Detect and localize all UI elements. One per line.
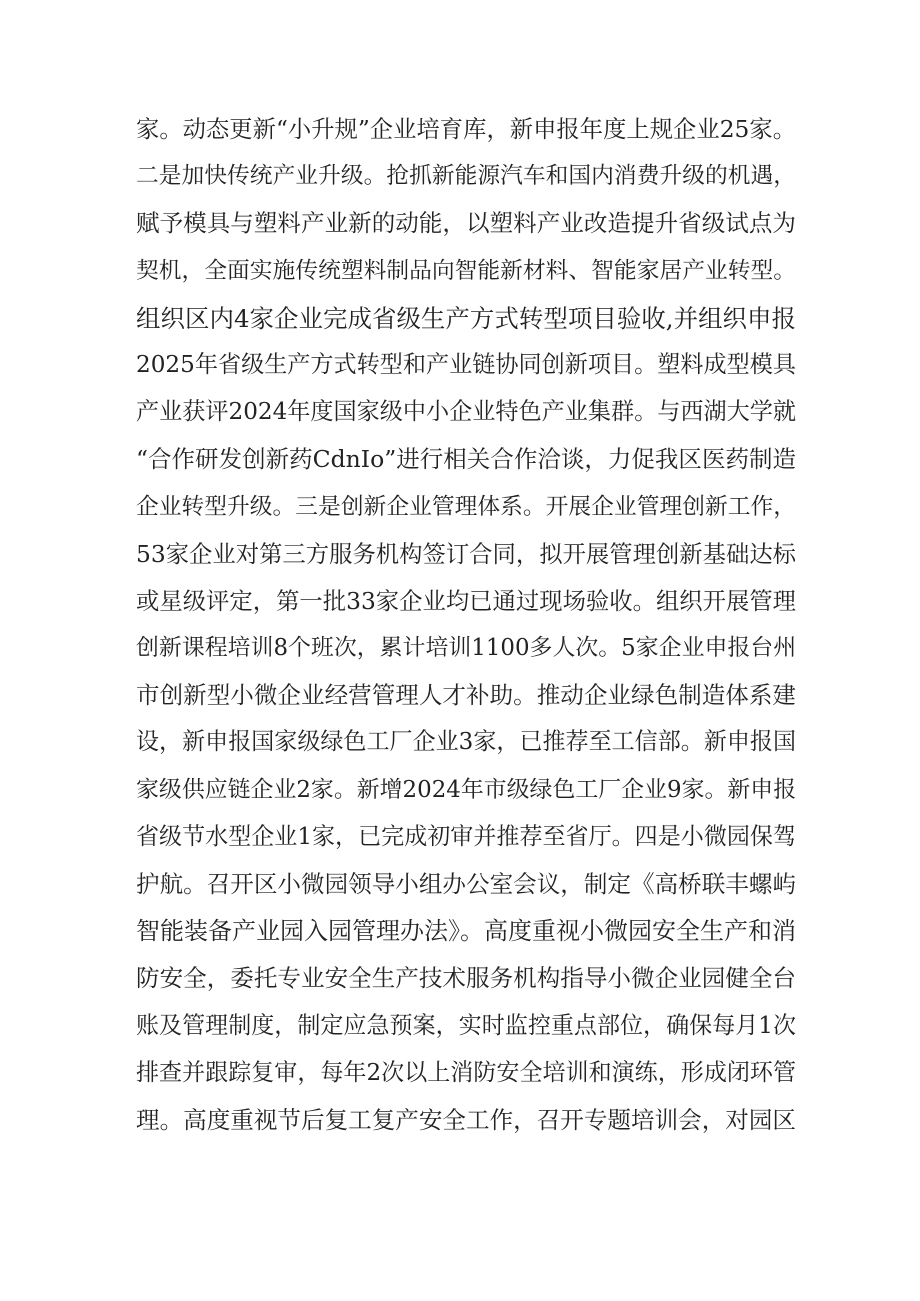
text-line: 契机，全面实施传统塑料制品向智能新材料、智能家居产业转型。 [136,257,796,284]
text-line: 二是加快传统产业升级。抢抓新能源汽车和国内消费升级的机遇， [136,163,796,190]
text-line: 企业转型升级。三是创新企业管理体系。开展企业管理创新工作， [136,493,796,520]
text-line: 53家企业对第三方服务机构签订合同，拟开展管理创新基础达标 [136,539,796,568]
text-line: 或星级评定，第一批33家企业均已通过现场验收。组织开展管理 [136,586,796,615]
text-line: 理。高度重视节后复工复产安全工作，召开专题培训会，对园区 [136,1105,796,1134]
text-line: 组织区内4家企业完成省级生产方式转型项目验收,并组织申报 [136,303,796,333]
text-line: 设，新申报国家级绿色工厂企业3家，已推荐至工信部。新申报国 [136,729,796,756]
text-line: 排查并跟踪复审，每年2次以上消防安全培训和演练，形成闭环管 [136,1059,796,1086]
text-line: 防安全，委托专业安全生产技术服务机构指导小微企业园健全台 [136,964,796,993]
text-line: 2025年省级生产方式转型和产业链协同创新项目。塑料成型模具 [136,351,796,378]
text-line: 赋予模具与塑料产业新的动能，以塑料产业改造提升省级试点为 [136,209,796,238]
text-line: 家级供应链企业2家。新增2024年市级绿色工厂企业9家。新申报 [136,776,797,803]
text-line: “合作研发创新药CdnIo”进行相关合作洽谈，力促我区医药制造 [136,445,796,474]
text-line: 省级节水型企业1家，已完成初审并推荐至省厅。四是小微园保驾 [136,823,796,850]
text-line: 护航。召开区小微园领导小组办公室会议，制定《高桥联丰螺屿 [136,870,796,898]
body-paragraph [136,106,796,1144]
text-line: 创新课程培训8个班次，累计培训1100多人次。5家企业申报台州 [136,635,797,662]
text-line: 市创新型小微企业经营管理人才补助。推动企业绿色制造体系建 [136,681,796,710]
text-line: 账及管理制度，制定应急预案，实时监控重点部位，确保每月1次 [136,1012,796,1039]
text-line: 产业获评2024年度国家级中小企业特色产业集群。与西湖大学就 [136,399,796,426]
text-line: 智能装备产业园入园管理办法》。高度重视小微园安全生产和消 [136,917,796,946]
text-line: 家。动态更新“小升规”企业培育库，新申报年度上规企业25家。 [136,116,796,143]
